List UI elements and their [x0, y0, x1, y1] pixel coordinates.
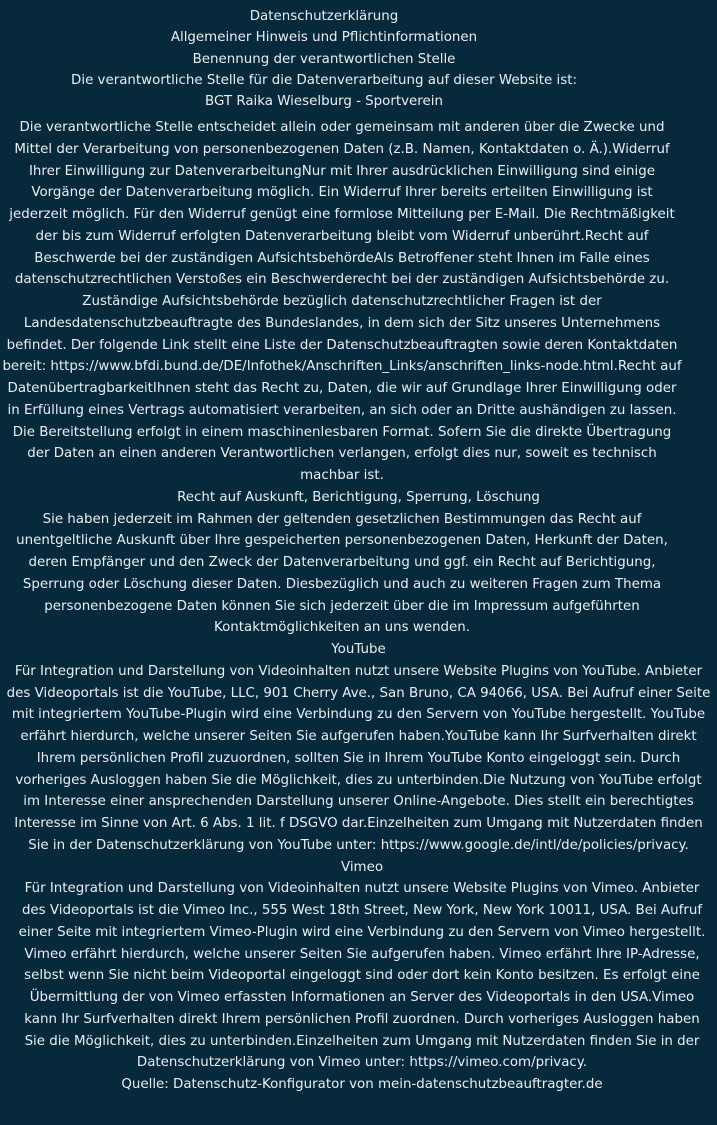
paragraph-auskunft: Sie haben jederzeit im Rahmen der geltenden gesetzlichen Bestimmungen das Recht auf unentgeltliche Auskunft über Ihre gespeicherten personenbezogenen Daten, Herkunft der Daten, deren Empfänger und den Zweck der Datenverarbeitung und ggf. ein Recht auf Berichtigung, Sperrung oder Löschung dieser Daten. Diesbezüglich und auch zu weiteren Fragen zum Thema personenbezogene Daten können Sie sich jederzeit über die im Impressum aufgeführten Kontaktmöglichkeiten an uns wenden.: [16, 511, 668, 636]
page-subtitle: Allgemeiner Hinweis und Pflichtinformationen: [170, 30, 478, 46]
paragraph-vimeo: Für Integration und Darstellung von Videoinhalten nutzt unsere Website Plugins von Vimeo. Anbieter des Videoportals ist die Vimeo Inc., 555 West 18th Street, New York, New York 10011, USA. Bei Aufruf einer Seite mit integriertem Vimeo-Plugin wird eine Verbindung zu den Servern von Vimeo hergestellt. Vimeo erfährt hierdurch, welche unserer Seiten Sie aufgerufen haben. Vimeo erfährt Ihre IP-Adresse, selbst wenn Sie nicht beim Videoportal eingeloggt sind oder dort kein Konto besitzen. Es erfolgt eine Übermittlung der von Vimeo erfassten Informationen an Server des Videoportals in den USA.Vimeo kann Ihr Surfverhalten direkt Ihrem persönlichen Profil zuordnen. Durch vorheriges Ausloggen haben Sie die Möglichkeit, dies zu unterbinden.Einzelheiten zum Umgang mit Nutzerdaten finden Sie in der Datenschutzerklärung von Vimeo unter: https://vimeo.com/privacy.: [18, 881, 706, 1071]
paragraph-verantwortliche-stelle: Die verantwortliche Stelle entscheidet allein oder gemeinsam mit anderen über die Zwecke und Mittel der Verarbeitung von personenbezogenen Daten (z.B. Namen, Kontaktdaten o. Ä.).Widerruf Ihrer Einwilligung zur DatenverarbeitungNur mit Ihrer ausdrücklichen Einwilligung sind einige Vorgänge der Datenverarbeitung möglich. Ein Widerruf Ihrer bereits erteilten Einwilligung ist jederzeit möglich. Für den Widerruf genügt eine formlose Mitteilung per E-Mail. Die Rechtmäßigkeit der bis zum Widerruf erfolgten Datenverarbeitung bleibt vom Widerruf unberührt.Recht auf Beschwerde bei der zuständigen AufsichtsbehördeAls Betroffener steht Ihnen im Falle eines datenschutzrechtlichen Verstoßes ein Beschwerderecht bei der zuständigen Aufsichtsbehörde zu. Zuständige Aufsichtsbehörde bezüglich datenschutzrechtlicher Fragen ist der Landesdatenschutzbeauftragte des Bundeslandes, in dem sich der Sitz unseres Unternehmens befindet. Der folgende Link stellt eine Liste der Datenschutzbeauftragten sowie deren Kontaktdaten bereit: https://www.bfdi.bund.de/DE/Infothek/Anschriften_Links/anschriften_links-node.html.Recht auf DatenübertragbarkeitIhnen steht das Recht zu, Daten, die wir auf Grundlage Ihrer Einwilligung oder in Erfüllung eines Vertrags automatisiert verarbeiten, an sich oder an Dritte aushändigen zu lassen. Die Bereitstellung erfolgt in einem maschinenlesbaren Format. Sofern Sie die direkte Übertragung der Daten an einen anderen Verantwortlichen verlangen, erfolgt dies nur, soweit es technisch machbar ist.: [2, 120, 682, 483]
section-heading-vimeo: Vimeo: [340, 859, 384, 875]
paragraph-youtube: Für Integration und Darstellung von Videoinhalten nutzt unsere Website Plugins von YouTube. Anbieter des Videoportals ist die YouTube, LLC, 901 Cherry Ave., San Bruno, CA 94066, USA. Bei Aufruf einer Seite mit integriertem YouTube-Plugin wird eine Verbindung zu den Servern von YouTube hergestellt. YouTube erfährt hierdurch, welche unserer Seiten Sie aufgerufen haben.YouTube kann Ihr Surfverhalten direkt Ihrem persönlichen Profil zuzuordnen, sollten Sie in Ihrem YouTube Konto eingeloggt sein. Durch vorheriges Ausloggen haben Sie die Möglichkeit, dies zu unterbinden.Die Nutzung von YouTube erfolgt im Interesse einer ansprechenden Darstellung unserer Online-Angebote. Dies stellt ein berechtigtes Interesse im Sinne von Art. 6 Abs. 1 lit. f DSGVO dar.Einzelheiten zum Umgang mit Nutzerdaten finden Sie in der Datenschutzerklärung von YouTube unter: https://www.google.de/intl/de/policies/privacy.: [6, 663, 711, 853]
organization-name: BGT Raika Wieselburg - Sportverein: [205, 94, 443, 110]
policy-header: [0, 6, 648, 112]
intro-text: Die verantwortliche Stelle für die Datenverarbeitung auf dieser Website ist:: [71, 72, 577, 88]
page-title: Datenschutzerklärung: [249, 9, 399, 24]
section-heading-verantwortliche-stelle: Benennung der verantwortlichen Stelle: [192, 51, 456, 67]
section-heading-youtube: YouTube: [331, 642, 386, 657]
policy-body: [0, 117, 717, 1096]
section-heading-auskunft: Recht auf Auskunft, Berichtigung, Sperrung, Löschung: [177, 489, 540, 505]
source-credit: Quelle: Datenschutz-Konfigurator von mein-datenschutzbeauftragter.de: [121, 1077, 603, 1092]
